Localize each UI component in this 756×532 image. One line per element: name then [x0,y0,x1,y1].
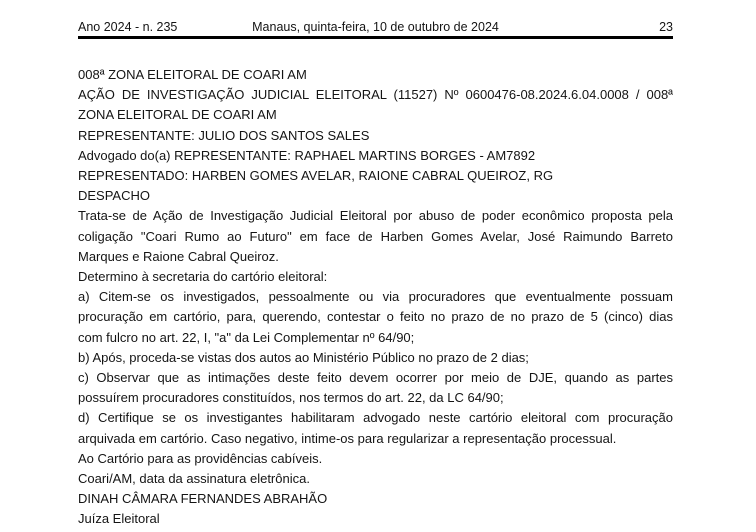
document-lines [78,65,673,530]
document-line: possuírem procuradores constituídos, nos termos do art. 22, da LC 64/90; [78,390,504,406]
document-line: Determino à secretaria do cartório eleitoral: [78,269,328,285]
document-line: d) Certifique se os investigantes habilitaram advogado neste cartório eleitoral com procuração [78,410,673,426]
document-line: REPRESENTANTE: JULIO DOS SANTOS SALES [78,127,370,143]
document-line: procuração em cartório, para, querendo, contestar o feito no prazo de no prazo de 5 (cinco) dias [78,309,673,325]
header-edition: Ano 2024 - n. 235 [78,20,178,34]
header-dateline: Manaus, quinta-feira, 10 de outubro de 2024 [252,20,499,34]
document-line: DESPACHO [78,188,150,204]
document-line: Advogado do(a) REPRESENTANTE: RAPHAEL MARTINS BORGES - AM7892 [78,147,536,163]
document-line: arquivada em cartório. Caso negativo, intime-os para regularizar a representação processual. [78,430,617,446]
document-line: Juíza Eleitoral [78,511,160,527]
document-line: a) Citem-se os investigados, pessoalmente ou via procuradores que eventualmente possuam [78,289,673,305]
document-line: Trata-se de Ação de Investigação Judicial Eleitoral por abuso de poder econômico proposta pela [78,208,673,224]
document-line: Marques e Raione Cabral Queiroz. [78,248,279,264]
document-line: AÇÃO DE INVESTIGAÇÃO JUDICIAL ELEITORAL (11527) Nº 0600476-08.2024.6.04.0008 / 008ª [78,87,673,103]
document-line: 008ª ZONA ELEITORAL DE COARI AM [78,67,307,82]
document-line: ZONA ELEITORAL DE COARI AM [78,107,277,123]
header-page-number: 23 [659,20,673,34]
document-line: Ao Cartório para as providências cabíveis. [78,450,323,466]
document-line: com fulcro no art. 22, I, "a" da Lei Complementar nº 64/90; [78,329,415,345]
document-line: coligação "Coari Rumo ao Futuro" em face de Harben Gomes Avelar, José Raimundo Barreto [78,228,673,244]
header-rule [78,36,673,39]
document-line: Coari/AM, data da assinatura eletrônica. [78,471,310,487]
document-line: c) Observar que as intimações deste feito devem ocorrer por meio de DJE, quando as partes [78,370,673,386]
document-line: REPRESENTADO: HARBEN GOMES AVELAR, RAIONE CABRAL QUEIROZ, RG [78,168,554,184]
page-header [78,20,673,35]
document-line: DINAH CÂMARA FERNANDES ABRAHÃO [78,491,328,507]
document-line: b) Após, proceda-se vistas dos autos ao Ministério Público no prazo de 2 dias; [78,349,529,365]
